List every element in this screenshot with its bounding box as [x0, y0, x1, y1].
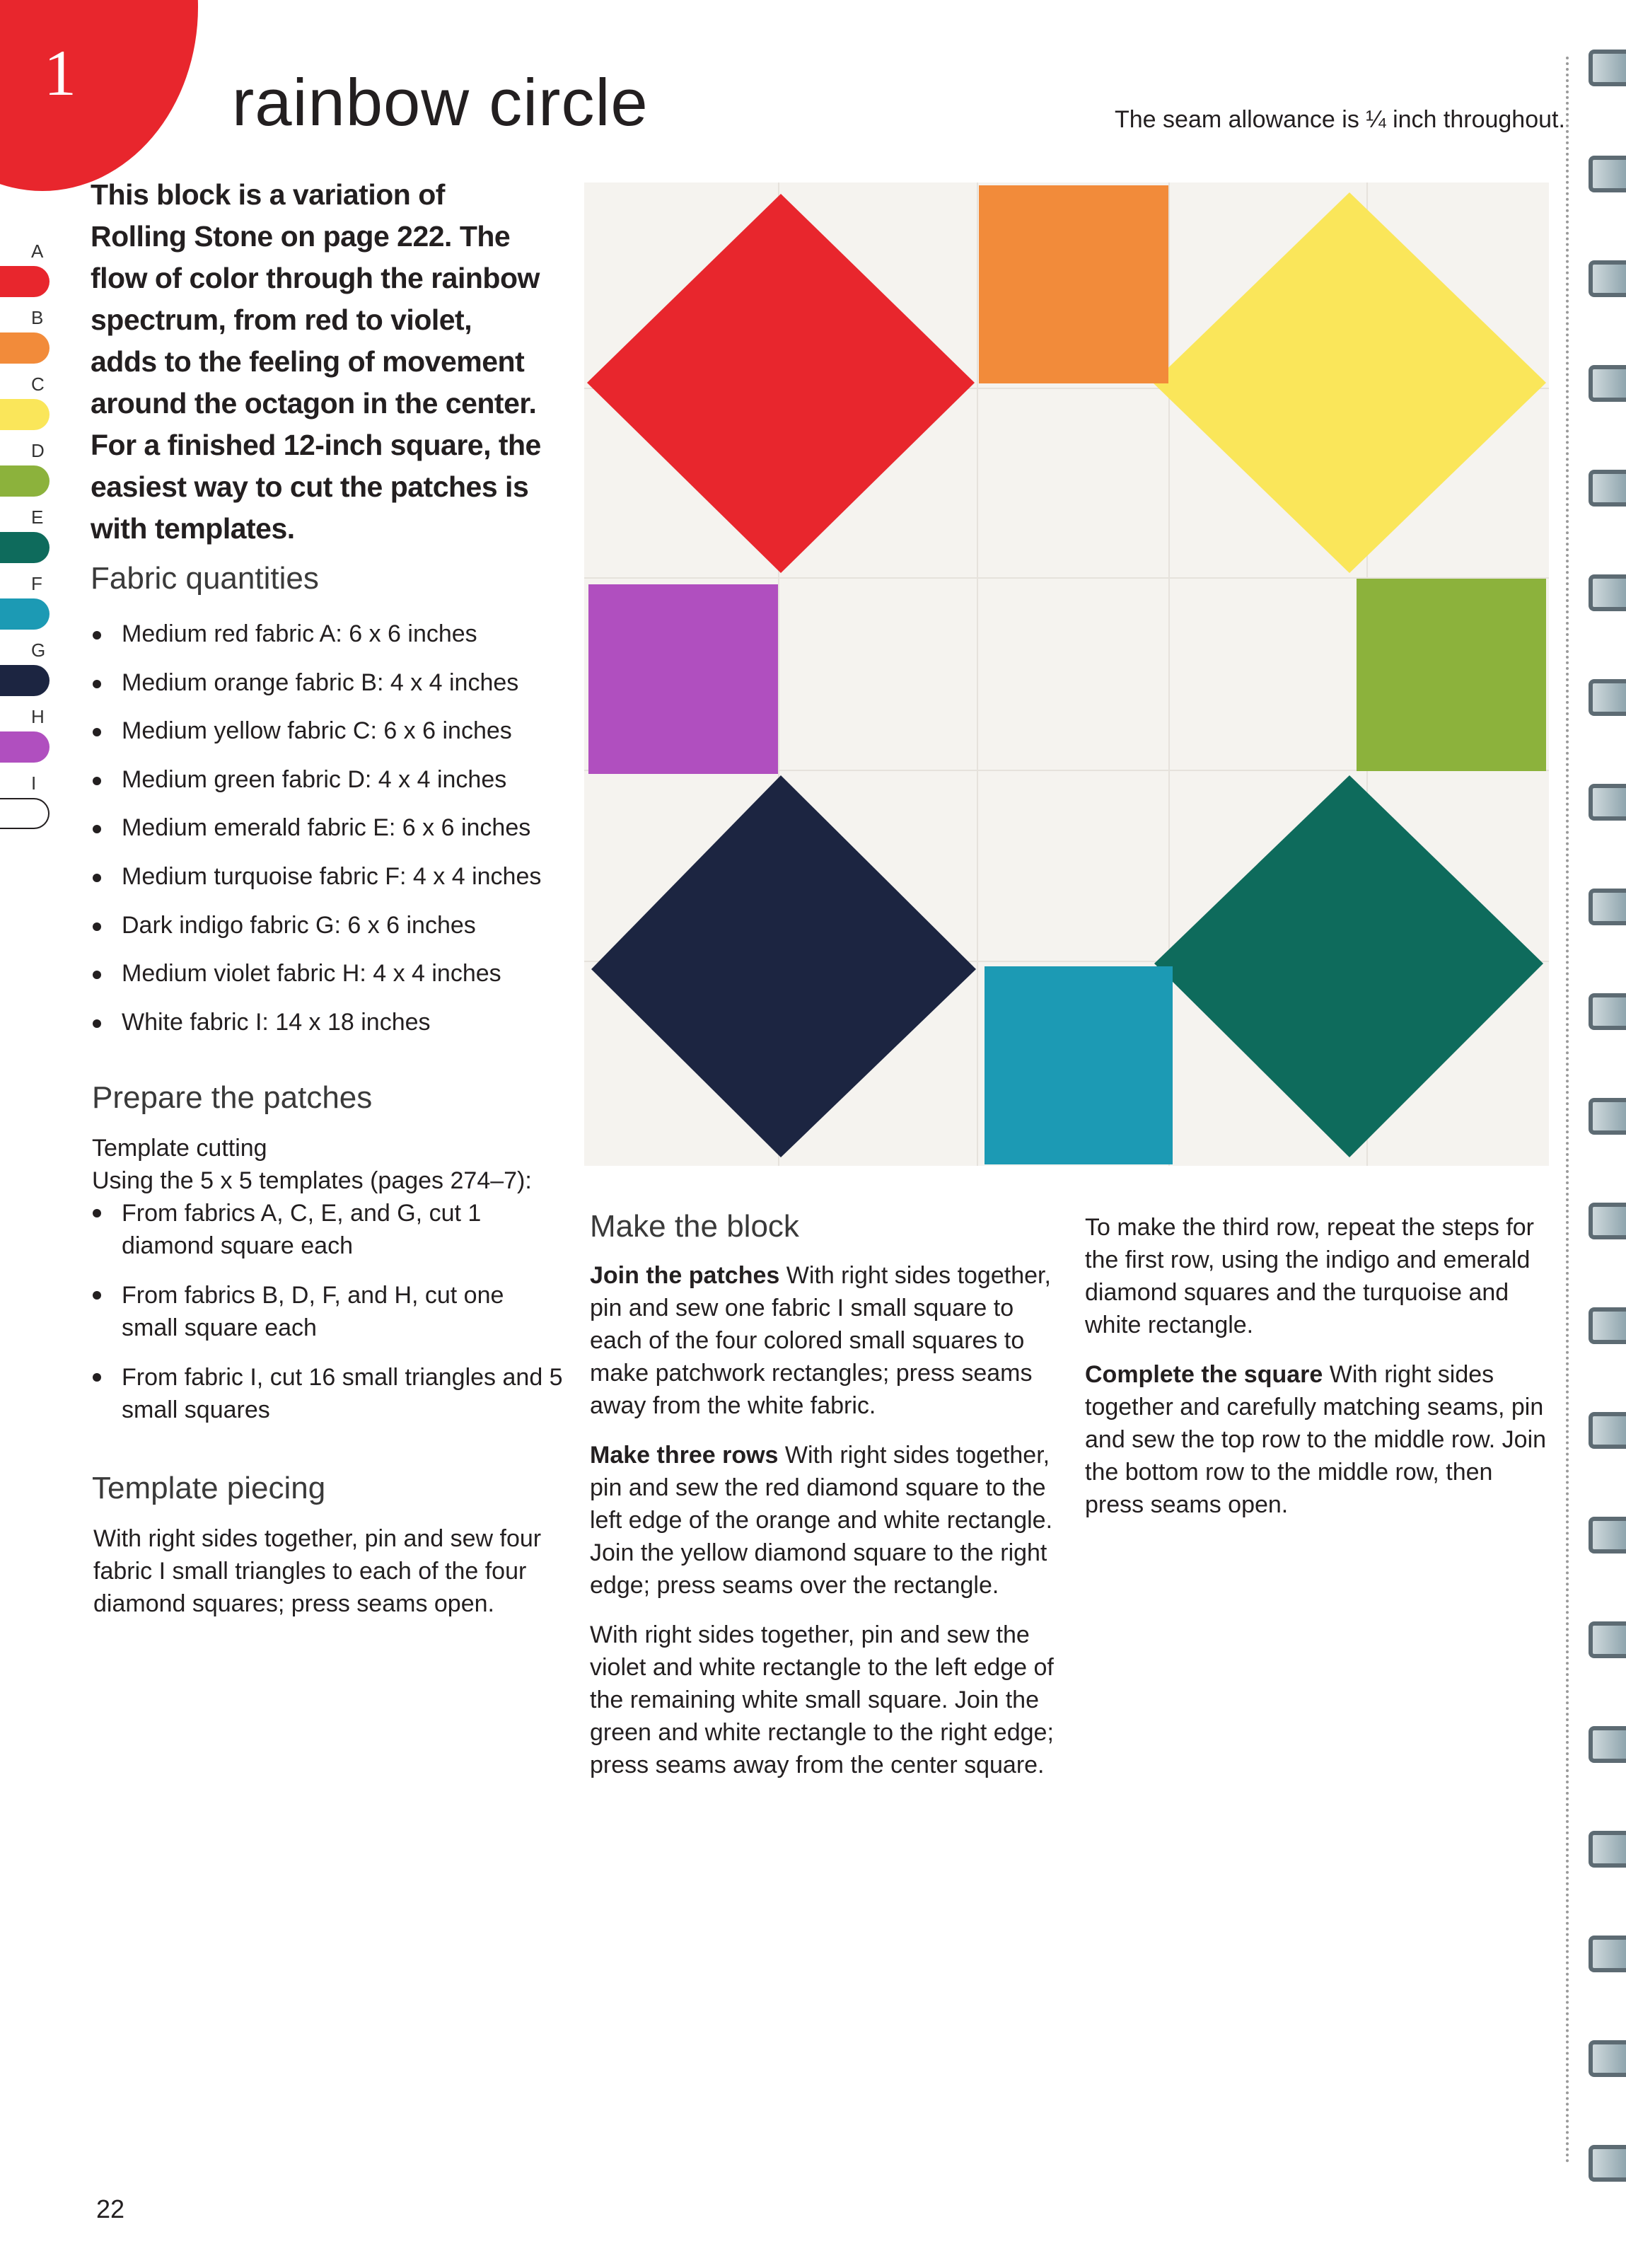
list-item: Medium orange fabric B: 4 x 4 inches	[91, 659, 571, 707]
list-item: Dark indigo fabric G: 6 x 6 inches	[91, 901, 571, 950]
list-item: Medium red fabric A: 6 x 6 inches	[91, 610, 571, 659]
template-piecing-heading: Template piecing	[92, 1471, 326, 1505]
templates-lead: Using the 5 x 5 templates (pages 274–7):	[92, 1167, 532, 1194]
three-rows-text: With right sides together, pin and sew the red diamond square to the left edge of the orange and white rectangle. Join the yellow diamond square to the right edge; press seams over the rectangle.	[590, 1442, 1053, 1599]
key-letter-a: A	[31, 241, 44, 262]
key-letter-c: C	[31, 374, 45, 395]
binding-perforation	[1566, 57, 1569, 2165]
orange-square	[979, 185, 1168, 383]
middle-row-paragraph: With right sides together, pin and sew the violet and white rectangle to the left edge of the remaining white small square. Join the green and white rectangle to the right edge; press seams away from the center square.	[590, 1621, 1054, 1778]
page-number: 22	[96, 2194, 125, 2223]
third-row-paragraph: To make the third row, repeat the steps for the first row, using the indigo and emerald diamond squares and the turquoise and white rectangle.	[1085, 1214, 1534, 1338]
three-rows-paragraph	[590, 1439, 1057, 1602]
key-letter-g: G	[31, 640, 46, 661]
complete-square-text: With right sides together and carefully matching seams, pin and sew the top row to the middle row. Join the bottom row to the middle row, then press seams open.	[1085, 1361, 1547, 1518]
prepare-heading: Prepare the patches	[92, 1080, 373, 1115]
chapter-number: 1	[44, 37, 76, 109]
template-cutting-subheading: Template cutting	[92, 1135, 267, 1162]
swatch-violet	[0, 731, 50, 763]
list-item: Medium green fabric D: 4 x 4 inches	[91, 756, 571, 804]
swatch-white	[0, 798, 50, 829]
swatch-green	[0, 465, 50, 497]
yellow-diamond	[1153, 192, 1546, 573]
key-letter-b: B	[31, 307, 44, 328]
intro-paragraph: This block is a variation of Rolling Stone on page 222. The flow of color through the rainbow spectrum, from red to violet, adds to the feeling of movement around the octagon in the center. For a finished 12-inch square, the easiest way to cut the patches is with templates.	[91, 178, 541, 545]
complete-square-paragraph	[1085, 1358, 1552, 1521]
violet-square	[588, 584, 778, 774]
list-item: Medium emerald fabric E: 6 x 6 inches	[91, 804, 571, 852]
key-letter-i: I	[31, 773, 37, 794]
list-item: White fabric I: 14 x 18 inches	[91, 998, 571, 1047]
indigo-diamond	[591, 775, 976, 1157]
seam-allowance-note: The seam allowance is ¼ inch throughout.	[1115, 106, 1565, 133]
chapter-tab	[0, 0, 198, 191]
fabric-quantities-list	[91, 610, 571, 1046]
color-key	[0, 241, 64, 842]
three-rows-label: Make three rows	[590, 1442, 779, 1469]
key-letter-f: F	[31, 573, 42, 594]
join-patches-text: With right sides together, pin and sew one fabric I small square to each of the four colored small squares to make patchwork rectangles; press seams away from the white fabric.	[590, 1262, 1051, 1419]
swatch-indigo	[0, 665, 50, 696]
join-patches-paragraph	[590, 1259, 1057, 1422]
make-block-heading: Make the block	[590, 1209, 799, 1244]
template-piecing-text: With right sides together, pin and sew four fabric I small triangles to each of the four diamond squares; press seams open.	[93, 1525, 542, 1617]
join-patches-label: Join the patches	[590, 1262, 780, 1289]
quilt-block-image	[584, 183, 1549, 1166]
green-square	[1357, 579, 1546, 771]
complete-square-label: Complete the square	[1085, 1361, 1323, 1388]
swatch-emerald	[0, 532, 50, 563]
key-letter-e: E	[31, 507, 44, 528]
swatch-turquoise	[0, 598, 50, 630]
page-title: rainbow circle	[232, 65, 649, 139]
cut-item: From fabrics B, D, F, and H, cut one small square each	[91, 1279, 564, 1344]
turquoise-square	[985, 966, 1173, 1164]
emerald-diamond	[1154, 775, 1543, 1157]
list-item: Medium turquoise fabric F: 4 x 4 inches	[91, 852, 571, 901]
red-diamond	[587, 194, 975, 573]
swatch-yellow	[0, 399, 50, 430]
swatch-red	[0, 266, 50, 297]
fabric-quantities-heading: Fabric quantities	[91, 561, 319, 596]
list-item: Medium yellow fabric C: 6 x 6 inches	[91, 707, 571, 756]
list-item: Medium violet fabric H: 4 x 4 inches	[91, 949, 571, 998]
key-letter-d: D	[31, 440, 45, 461]
swatch-orange	[0, 332, 50, 364]
cut-item: From fabrics A, C, E, and G, cut 1 diamond square each	[91, 1197, 564, 1262]
key-letter-h: H	[31, 706, 45, 727]
cut-item: From fabric I, cut 16 small triangles and 5 small squares	[91, 1361, 564, 1426]
